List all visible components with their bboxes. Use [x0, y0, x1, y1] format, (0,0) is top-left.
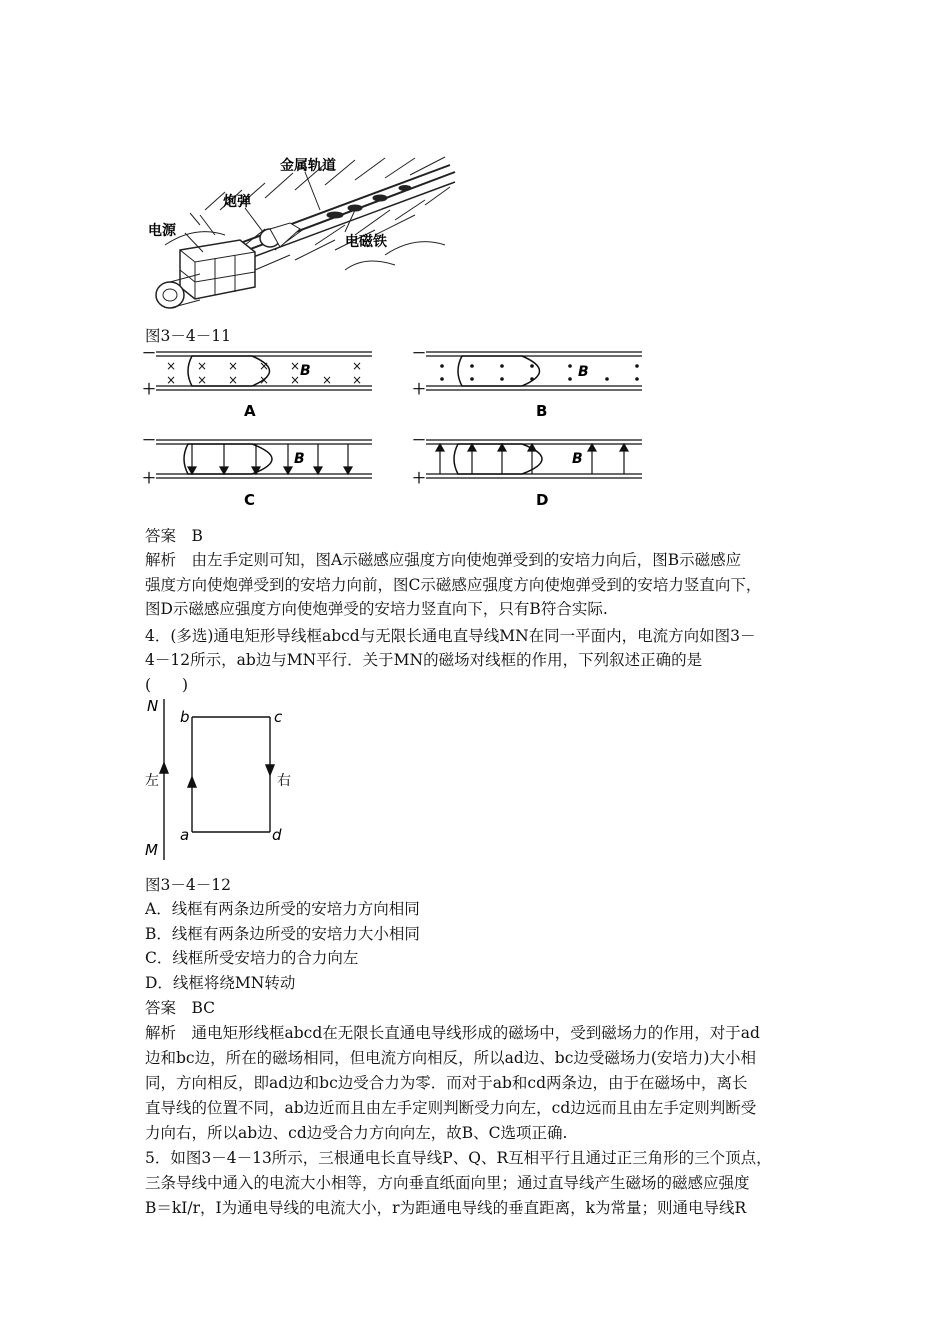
svg-text:×: × [352, 359, 363, 373]
q4-stem-line-1: 4．(多选)通电矩形导线框abcd与无限长通电直导线MN在同一平面内，电流方向如图3－ [145, 627, 756, 645]
label-b: b [180, 708, 190, 726]
option-figure-A [142, 346, 374, 420]
option-label: B [536, 402, 548, 420]
svg-text:×: × [290, 373, 301, 387]
q3-analysis-line-1: 解析 由左手定则可知，图A示磁感应强度方向使炮弹受到的安培力向后，图B示磁感应 [145, 551, 742, 569]
svg-text:×: × [290, 359, 301, 373]
minus-sign: － [412, 433, 426, 449]
label-a: a [180, 826, 190, 844]
label-M: M [145, 841, 158, 859]
q3-analysis-line-3: 图D示磁感应强度方向使炮弹受的安培力竖直向下，只有B符合实际. [145, 600, 608, 618]
q4-analysis-line-4: 直导线的位置不同，ab边近而且由左手定则判断受力向左，cd边远而且由左手定则判断受 [145, 1099, 757, 1117]
svg-text:×: × [197, 373, 208, 387]
q4-analysis-line-3: 同，方向相反，即ad边和bc边受合力为零．而对于ab和cd两条边，由于在磁场中，离长 [145, 1074, 748, 1092]
q5-stem-line-1: 5．如图3－4－13所示，三根通电长直导线P、Q、R互相平行且通过正三角形的三个顶点， [145, 1149, 772, 1167]
q4-option-D: D．线框将绕MN转动 [145, 974, 296, 992]
plus-sign: ＋ [142, 382, 156, 398]
option-figure-C [142, 433, 374, 511]
field-label: B [294, 451, 305, 467]
q4-option-A: A．线框有两条边所受的安培力方向相同 [145, 900, 420, 918]
option-label: A [244, 402, 256, 420]
plus-sign: ＋ [142, 471, 156, 487]
svg-text:×: × [352, 373, 363, 387]
option-label: D [536, 491, 549, 509]
q4-analysis-line-5: 力向右，所以ab边、cd边受合力方向向左，故B、C选项正确. [145, 1124, 568, 1142]
option-figure-D [412, 433, 644, 511]
label-shell: 炮弹 [223, 194, 251, 210]
option-figure-B [412, 346, 644, 420]
q4-analysis-line-1: 解析 通电矩形线框abcd在无限长直通电导线形成的磁场中，受到磁场力的作用，对于ad [145, 1024, 760, 1042]
option-label: C [244, 491, 256, 509]
label-N: N [147, 697, 159, 715]
svg-text:×: × [322, 373, 333, 387]
label-left: 左 [145, 773, 159, 789]
minus-sign: － [412, 346, 426, 362]
loop-figure [142, 695, 302, 865]
figure-caption-11: 图3－4－11 [145, 327, 231, 345]
field-label: B [578, 364, 589, 380]
q4-option-C: C．线框所受安培力的合力向左 [145, 949, 359, 967]
label-magnet: 电磁铁 [345, 234, 387, 250]
label-c: c [274, 708, 283, 726]
plus-sign: ＋ [412, 471, 426, 487]
q4-stem-line-2: 4－12所示，ab边与MN平行．关于MN的磁场对线框的作用，下列叙述正确的是 [145, 651, 703, 669]
svg-text:×: × [259, 373, 270, 387]
svg-text:×: × [197, 359, 208, 373]
label-rail: 金属轨道 [280, 158, 336, 174]
label-power: 电源 [148, 223, 176, 239]
svg-text:×: × [228, 373, 239, 387]
q3-answer: 答案 B [145, 527, 203, 545]
minus-sign: － [142, 433, 156, 449]
label-right: 右 [277, 773, 291, 789]
q3-analysis-line-2: 强度方向使炮弹受到的安培力向前，图C示磁感应强度方向使炮弹受到的安培力竖直向下， [145, 576, 762, 594]
q5-stem-line-3: B＝kI/r，I为通电导线的电流大小，r为距通电导线的垂直距离，k为常量；则通电导线R [145, 1199, 747, 1217]
field-label: B [572, 451, 583, 467]
svg-text:×: × [166, 373, 177, 387]
q4-option-B: B．线框有两条边所受的安培力大小相同 [145, 925, 420, 943]
svg-text:×: × [228, 359, 239, 373]
svg-text:×: × [259, 359, 270, 373]
railgun-illustration [145, 150, 465, 320]
plus-sign: ＋ [412, 382, 426, 398]
q4-answer: 答案 BC [145, 999, 216, 1017]
q4-stem-line-3: ( ) [145, 676, 189, 694]
field-label: B [300, 363, 311, 379]
railgun-figure [145, 150, 465, 320]
q4-analysis-line-2: 边和bc边，所在的磁场相同，但电流方向相反，所以ad边、bc边受磁场力(安培力)大小相 [145, 1049, 756, 1067]
label-d: d [272, 826, 282, 844]
figure-caption-12: 图3－4－12 [145, 876, 231, 894]
minus-sign: － [142, 346, 156, 362]
q5-stem-line-2: 三条导线中通入的电流大小相等，方向垂直纸面向里；通过直导线产生磁场的磁感应强度 [145, 1174, 750, 1192]
svg-text:×: × [166, 359, 177, 373]
